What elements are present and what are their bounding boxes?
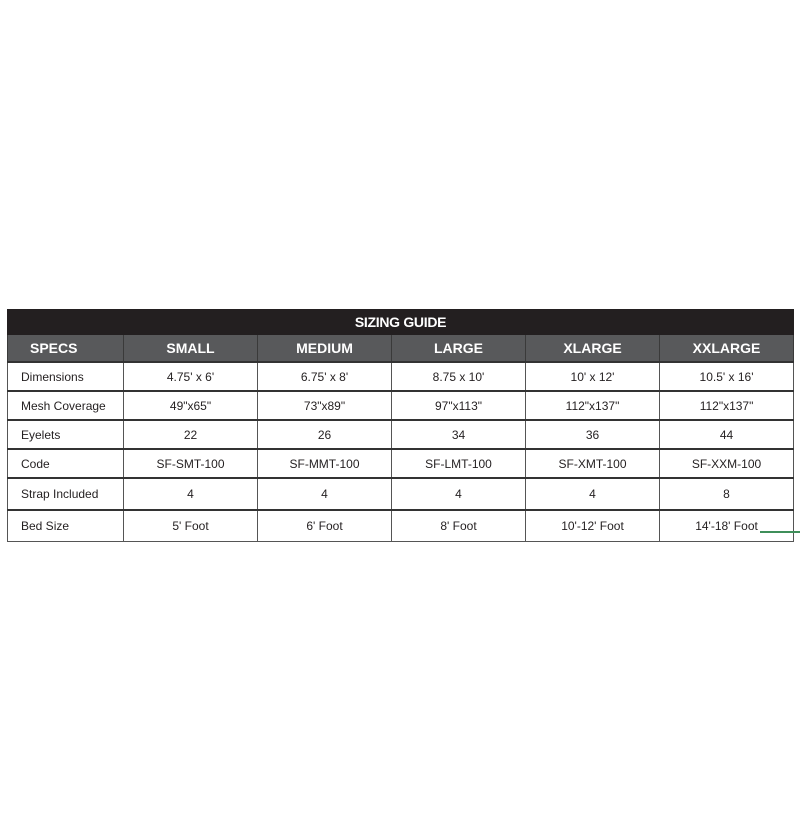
table-cell: 4 — [258, 478, 392, 510]
table-header-row — [8, 335, 794, 362]
column-header-xxlarge: XXLARGE — [660, 335, 794, 362]
column-header-medium: MEDIUM — [258, 335, 392, 362]
table-cell: 44 — [660, 420, 794, 449]
table-cell: 112"x137" — [660, 391, 794, 420]
table-cell: 8' Foot — [392, 510, 526, 542]
table-row-strap-included — [8, 478, 794, 510]
table-cell: 36 — [526, 420, 660, 449]
table-row-mesh-coverage — [8, 391, 794, 420]
table-row-eyelets — [8, 420, 794, 449]
table-cell: 4 — [392, 478, 526, 510]
table-cell: SF-SMT-100 — [124, 449, 258, 478]
table-title-row — [8, 309, 794, 335]
table-cell: 4 — [124, 478, 258, 510]
table-cell: 8 — [660, 478, 794, 510]
row-label: Bed Size — [8, 510, 124, 542]
table-cell: 10'-12' Foot — [526, 510, 660, 542]
row-label: Code — [8, 449, 124, 478]
table-cell: 6.75' x 8' — [258, 362, 392, 391]
column-header-large: LARGE — [392, 335, 526, 362]
table-cell: 6' Foot — [258, 510, 392, 542]
table-cell: 22 — [124, 420, 258, 449]
table-cell: SF-XMT-100 — [526, 449, 660, 478]
column-header-xlarge: XLARGE — [526, 335, 660, 362]
table-title: SIZING GUIDE — [8, 309, 794, 335]
table-row-code — [8, 449, 794, 478]
accent-line — [760, 531, 800, 533]
table-cell: 34 — [392, 420, 526, 449]
row-label: Strap Included — [8, 478, 124, 510]
row-label: Mesh Coverage — [8, 391, 124, 420]
table-cell: 112"x137" — [526, 391, 660, 420]
table-cell: 4 — [526, 478, 660, 510]
table-cell: SF-MMT-100 — [258, 449, 392, 478]
table-cell: 14'-18' Foot — [660, 510, 794, 542]
table-cell: 10.5' x 16' — [660, 362, 794, 391]
row-label: Dimensions — [8, 362, 124, 391]
table-cell: 10' x 12' — [526, 362, 660, 391]
table-cell: 26 — [258, 420, 392, 449]
column-header-small: SMALL — [124, 335, 258, 362]
table-cell: 4.75' x 6' — [124, 362, 258, 391]
table-cell: 97"x113" — [392, 391, 526, 420]
row-label: Eyelets — [8, 420, 124, 449]
table-cell: SF-XXM-100 — [660, 449, 794, 478]
table-row-dimensions — [8, 362, 794, 391]
column-header-specs: SPECS — [8, 335, 124, 362]
table-cell: SF-LMT-100 — [392, 449, 526, 478]
table-cell: 49"x65" — [124, 391, 258, 420]
table-cell: 5' Foot — [124, 510, 258, 542]
table-cell: 8.75 x 10' — [392, 362, 526, 391]
table-row-bed-size — [8, 510, 794, 542]
table-cell: 73"x89" — [258, 391, 392, 420]
sizing-guide-table — [7, 309, 794, 542]
